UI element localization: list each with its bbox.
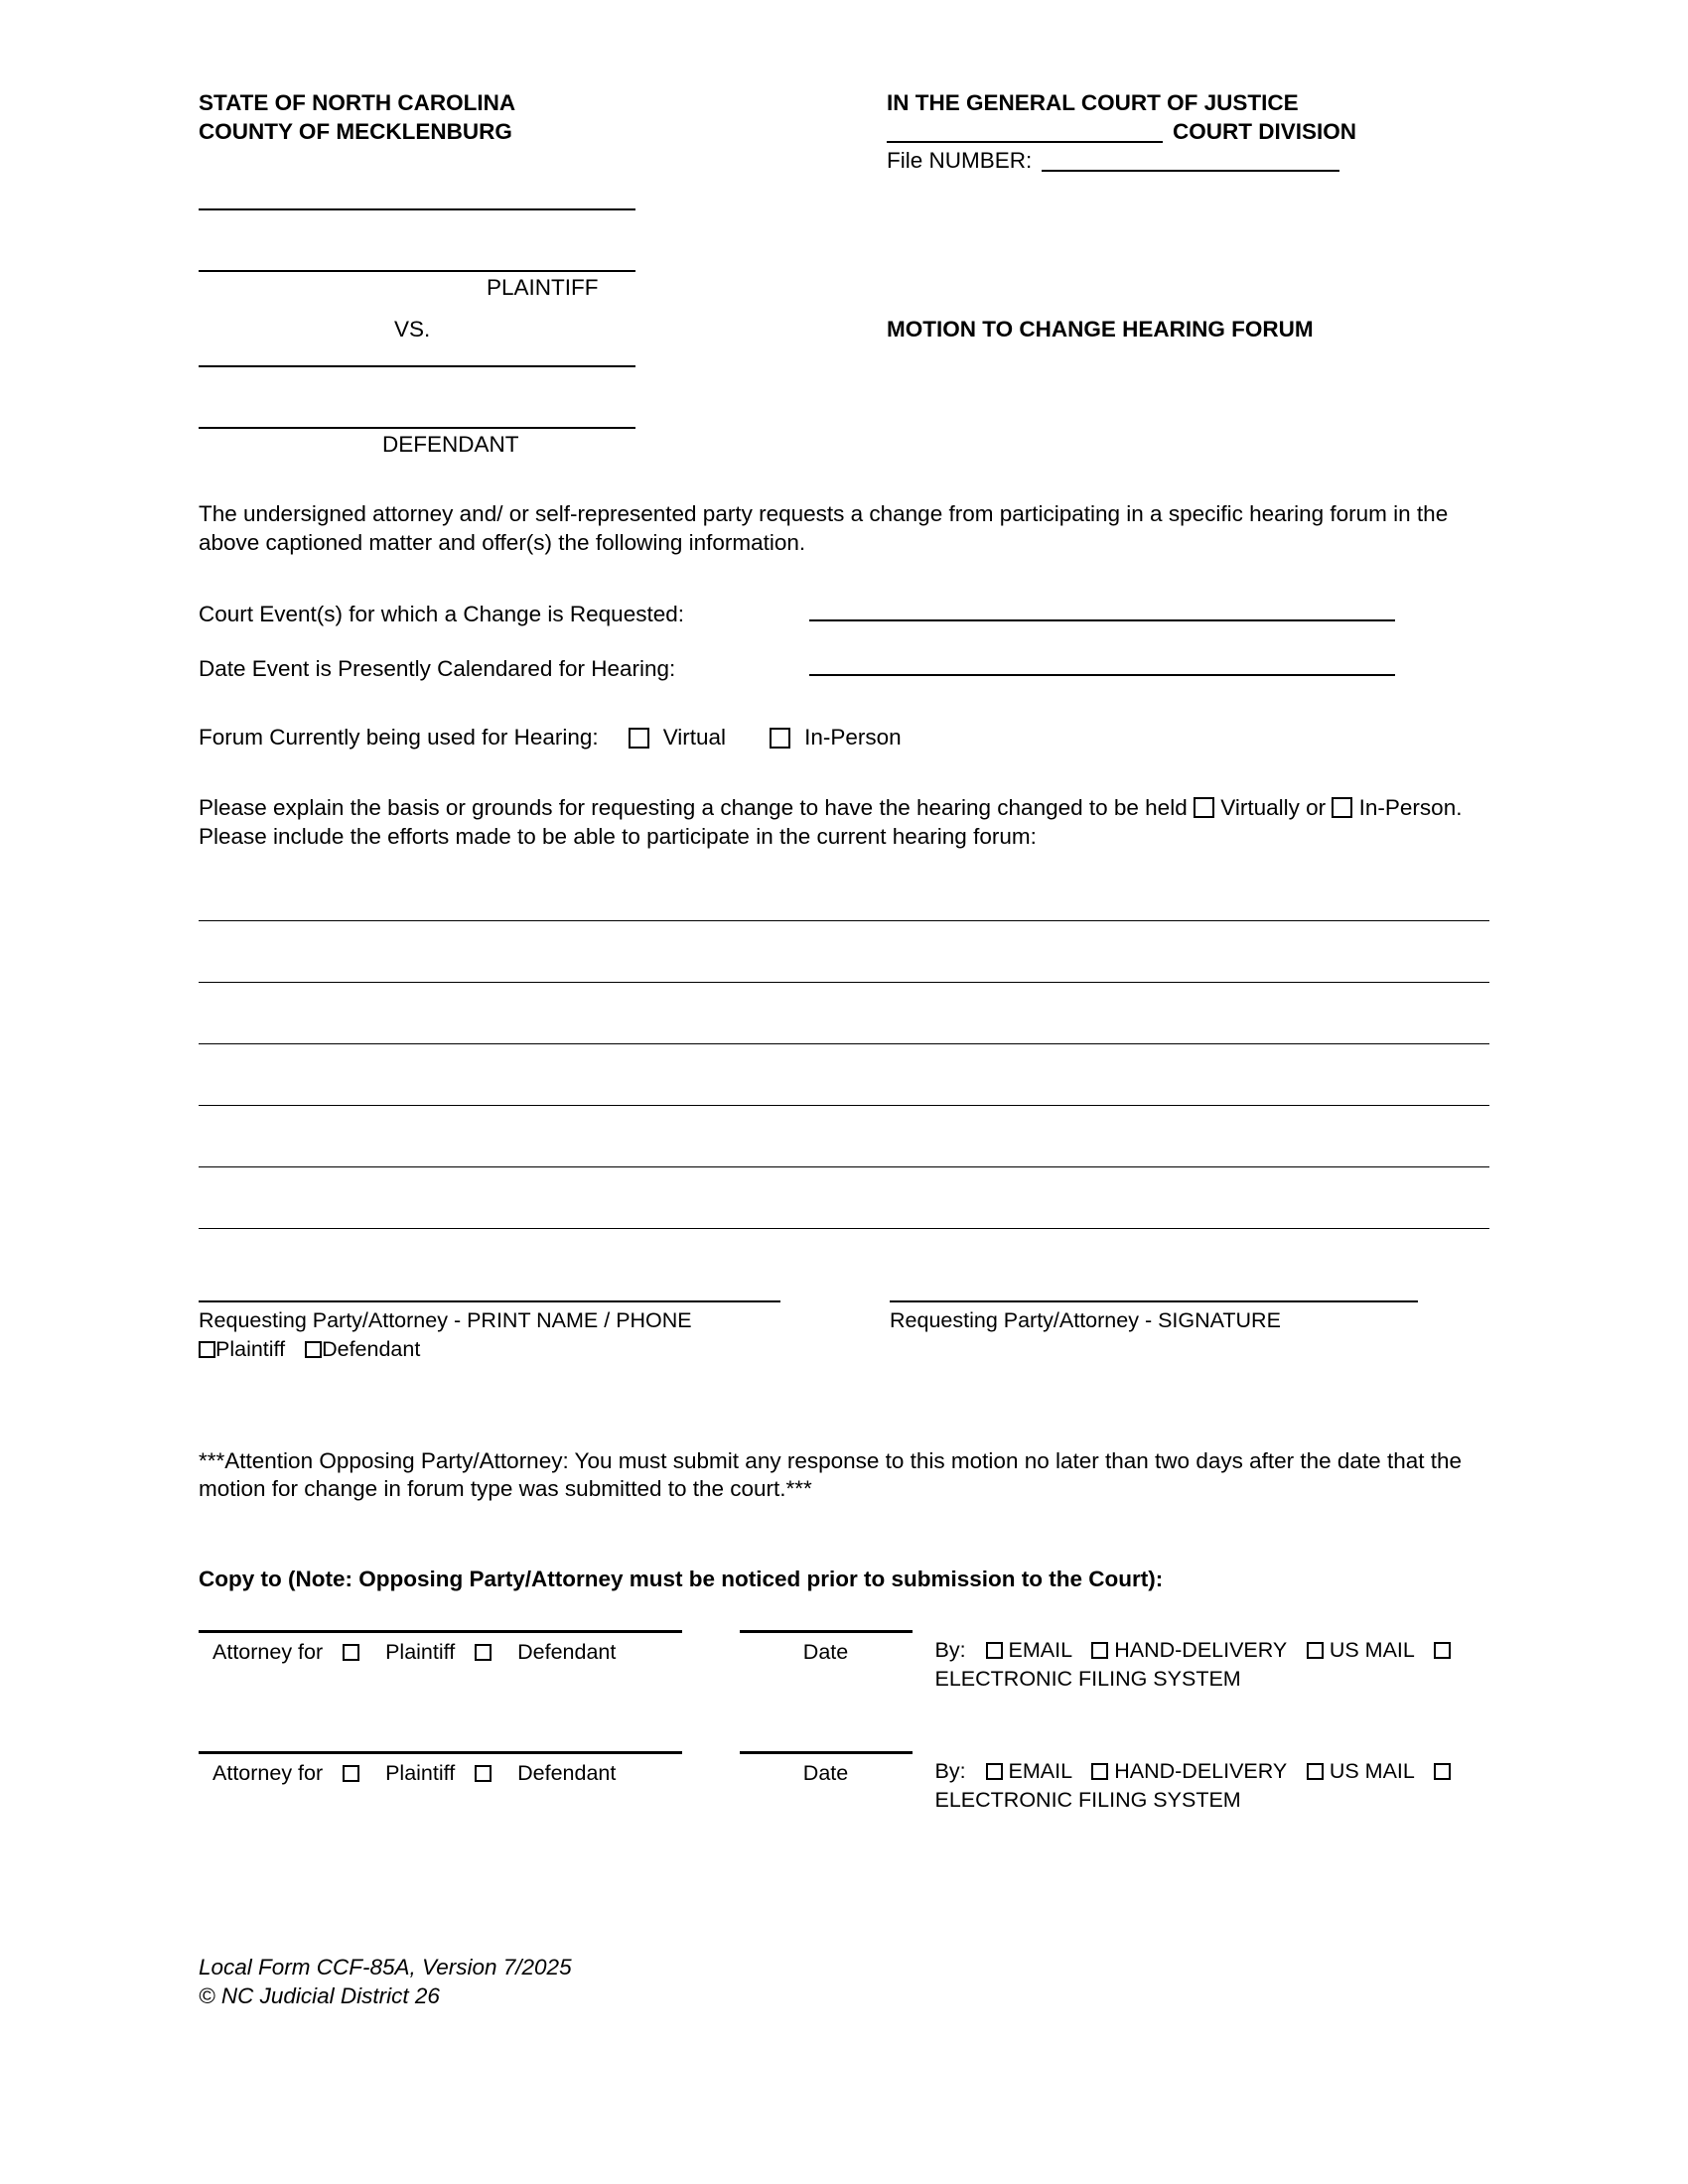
copy2-defendant-label: Defendant (517, 1761, 617, 1786)
copy1-efs-checkbox[interactable] (1434, 1642, 1451, 1659)
copy2-defendant-checkbox[interactable] (475, 1765, 492, 1782)
defendant-name-blank-1[interactable] (199, 365, 635, 367)
signature-section (199, 1300, 1489, 1364)
plaintiff-name-blank-1[interactable] (199, 208, 635, 210)
court-events-blank[interactable] (809, 596, 1395, 621)
write-line-3[interactable] (199, 983, 1489, 1044)
write-line-1[interactable] (199, 860, 1489, 921)
copy2-us-mail-checkbox[interactable] (1307, 1763, 1324, 1780)
copy1-defendant-label: Defendant (517, 1640, 617, 1664)
signature-label: Requesting Party/Attorney - SIGNATURE (890, 1307, 1281, 1332)
copy1-date-label: Date (802, 1640, 849, 1664)
in-person-checkbox[interactable] (770, 728, 790, 749)
copy2-plaintiff-label: Plaintiff (385, 1761, 456, 1786)
court-division-blank[interactable] (887, 119, 1163, 143)
attorney-for-label: Attorney for (212, 1761, 324, 1786)
copy1-hand-delivery-checkbox[interactable] (1091, 1642, 1108, 1659)
current-forum-row (199, 724, 1489, 752)
attorney-for-block-1[interactable] (199, 1630, 682, 1667)
county-line: COUNTY OF MECKLENBURG (199, 118, 512, 144)
date-block-1[interactable] (740, 1630, 913, 1667)
virtual-option-label: Virtual (662, 725, 727, 751)
court-events-label: Court Event(s) for which a Change is Requested: (199, 601, 684, 626)
current-forum-label: Forum Currently being used for Hearing: (199, 725, 599, 751)
copyright-line: © NC Judicial District 26 (199, 1982, 440, 2008)
copy2-date-label: Date (802, 1761, 849, 1786)
copy1-us-mail-label: US MAIL (1329, 1638, 1415, 1662)
copy1-defendant-checkbox[interactable] (475, 1644, 492, 1661)
copy1-us-mail-checkbox[interactable] (1307, 1642, 1324, 1659)
write-line-5[interactable] (199, 1106, 1489, 1167)
sig-defendant-checkbox[interactable] (305, 1341, 322, 1358)
in-person-option-label: In-Person (804, 725, 902, 751)
state-line: STATE OF NORTH CAROLINA (199, 90, 516, 115)
sig-plaintiff-checkbox[interactable] (199, 1341, 215, 1358)
form-version-line: Local Form CCF-85A, Version 7/2025 (199, 1955, 572, 1980)
copy2-email-label: EMAIL (1008, 1759, 1072, 1784)
copy2-email-checkbox[interactable] (986, 1763, 1003, 1780)
date-block-2[interactable] (740, 1751, 913, 1788)
copy2-efs-label: ELECTRONIC FILING SYSTEM (934, 1788, 1241, 1813)
copy1-email-label: EMAIL (1008, 1638, 1072, 1662)
court-division-label: COURT DIVISION (1173, 118, 1357, 144)
copy-to-row-1 (199, 1630, 1489, 1694)
attorney-for-block-2[interactable] (199, 1751, 682, 1788)
signature-block[interactable] (890, 1300, 1418, 1364)
copy-to-row-2 (199, 1751, 1489, 1815)
court-of-justice-line: IN THE GENERAL COURT OF JUSTICE (887, 90, 1299, 115)
vs-label: VS. (394, 317, 431, 341)
explain-paragraph (199, 794, 1489, 852)
delivery-method-block-2 (935, 1751, 1490, 1815)
copy1-hand-delivery-label: HAND-DELIVERY (1114, 1638, 1287, 1662)
explanation-write-area (199, 860, 1489, 1229)
party-role-checks (199, 1336, 780, 1364)
copy1-plaintiff-checkbox[interactable] (343, 1644, 359, 1661)
file-number-label: File NUMBER: (887, 147, 1033, 173)
copy2-plaintiff-checkbox[interactable] (343, 1765, 359, 1782)
header-left (199, 89, 515, 147)
date-event-row (199, 650, 1489, 684)
copy-to-heading: Copy to (Note: Opposing Party/Attorney must be noticed prior to submission to the Court): (199, 1567, 1164, 1592)
form-header (199, 89, 1489, 189)
copy2-hand-delivery-label: HAND-DELIVERY (1114, 1759, 1287, 1784)
write-line-6[interactable] (199, 1167, 1489, 1229)
print-name-label: Requesting Party/Attorney - PRINT NAME / PHONE (199, 1307, 692, 1332)
date-event-blank[interactable] (809, 650, 1395, 676)
file-number-line (887, 147, 1356, 176)
copy1-email-checkbox[interactable] (986, 1642, 1003, 1659)
copy2-us-mail-label: US MAIL (1329, 1759, 1415, 1784)
in-person-change-checkbox[interactable] (1332, 797, 1352, 818)
court-events-row (199, 596, 1489, 629)
defendant-name-blank-2[interactable] (199, 427, 635, 429)
attorney-for-label: Attorney for (212, 1640, 324, 1664)
explain-text-2: In-Person. Please include the efforts made to be able to participate in the current hearing forum: (199, 794, 1463, 849)
header-right (887, 89, 1356, 175)
plaintiff-name-blank-2[interactable] (199, 270, 635, 272)
court-division-line (887, 118, 1356, 147)
write-line-4[interactable] (199, 1044, 1489, 1106)
defendant-label: DEFENDANT (382, 432, 519, 457)
file-number-blank[interactable] (1042, 148, 1339, 172)
copy1-by-label: By: (934, 1638, 966, 1662)
copy1-plaintiff-label: Plaintiff (385, 1640, 456, 1664)
virtual-checkbox[interactable] (629, 728, 649, 749)
virtually-checkbox[interactable] (1194, 797, 1214, 818)
delivery-method-block-1 (935, 1630, 1490, 1694)
print-name-block[interactable] (199, 1300, 780, 1364)
date-event-label: Date Event is Presently Calendared for Hearing: (199, 656, 676, 682)
copy2-efs-checkbox[interactable] (1434, 1763, 1451, 1780)
sig-plaintiff-label: Plaintiff (215, 1337, 286, 1362)
motion-title: MOTION TO CHANGE HEARING FORUM (887, 317, 1314, 341)
form-footer (199, 1954, 1489, 2011)
attention-notice: ***Attention Opposing Party/Attorney: You must submit any response to this motion no later than two days after the date that the motion for change in forum type was submitted to the court.*** (199, 1447, 1462, 1502)
copy2-by-label: By: (934, 1759, 966, 1784)
copy2-hand-delivery-checkbox[interactable] (1091, 1763, 1108, 1780)
explain-virtually-label: Virtually or (1220, 794, 1327, 820)
sig-defendant-label: Defendant (322, 1337, 421, 1362)
write-line-2[interactable] (199, 921, 1489, 983)
plaintiff-label: PLAINTIFF (487, 275, 599, 300)
intro-paragraph: The undersigned attorney and/ or self-represented party requests a change from participating in a specific hearing forum in the above captioned matter and offer(s) the following information. (199, 501, 1449, 555)
explain-text-1: Please explain the basis or grounds for requesting a change to have the hearing changed to be held (199, 794, 1188, 820)
copy1-efs-label: ELECTRONIC FILING SYSTEM (934, 1667, 1241, 1692)
case-caption (199, 189, 1489, 467)
